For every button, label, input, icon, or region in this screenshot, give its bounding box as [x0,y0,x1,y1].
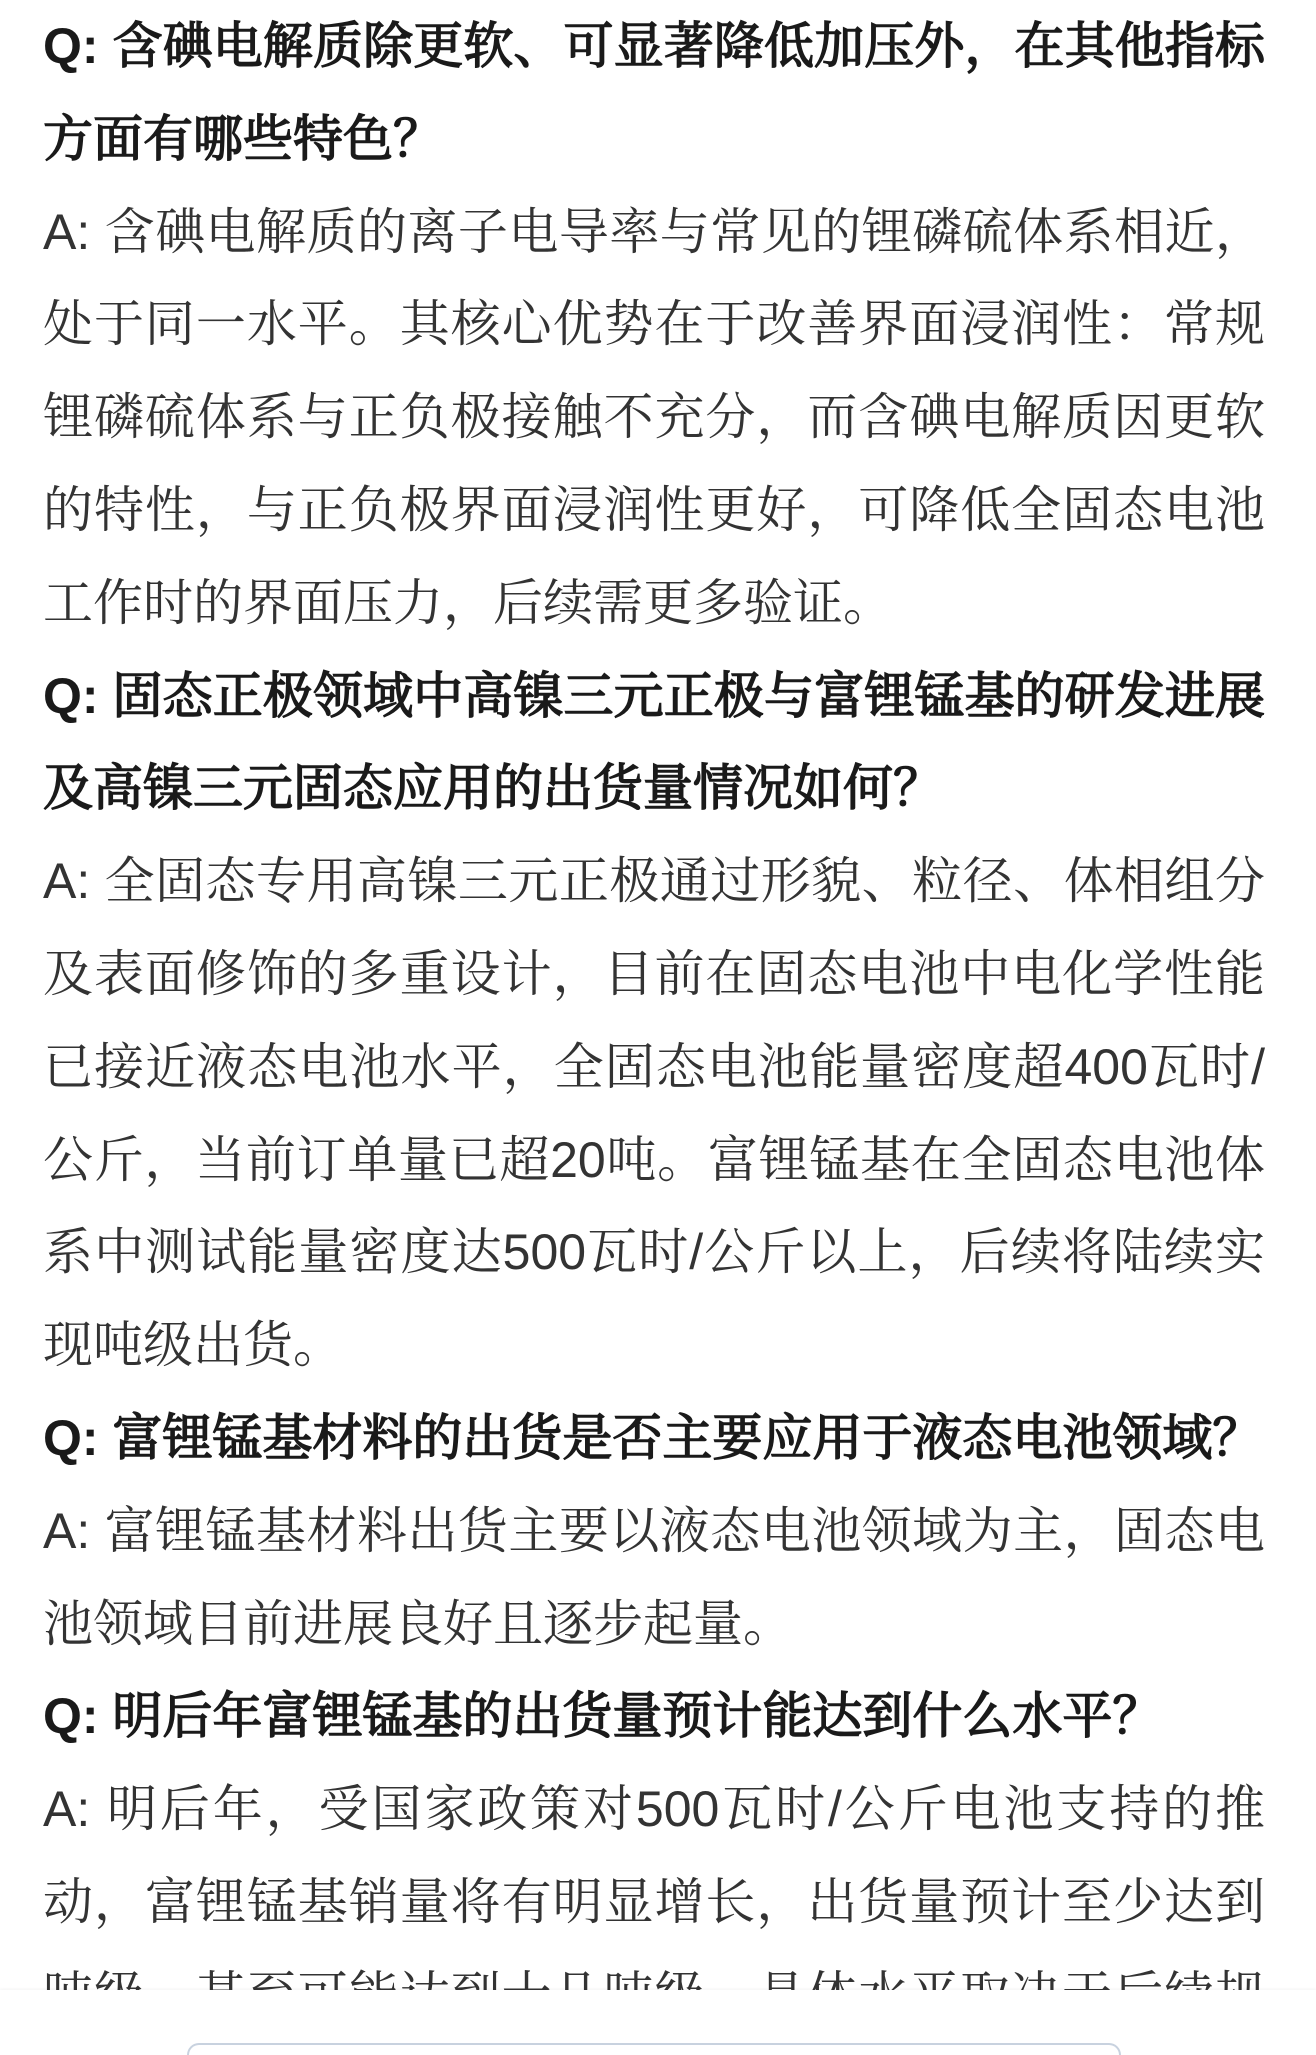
answer-line: 现吨级出货。 [43,1317,343,1374]
question-line: Q: 固态正极领域中高镍三元正极与富锂锰基的研发进展 [43,667,1265,724]
answer-line: 公斤，当前订单量已超20吨。富锂锰基在全固态电池体 [43,1131,1265,1188]
answer-line: A: 明后年，受国家政策对500瓦时/公斤电池支持的推 [43,1781,1265,1838]
answer-line: 已接近液态电池水平，全固态电池能量密度超400瓦时/ [43,1038,1265,1095]
article-body [43,0,1265,2042]
question-line: Q: 富锂锰基材料的出货是否主要应用于液态电池领域？ [43,1409,1263,1466]
answer-line: 系中测试能量密度达500瓦时/公斤以上，后续将陆续实 [43,1224,1265,1281]
qa-item [43,0,1265,650]
answer-line: A: 全固态专用高镍三元正极通过形貌、粒径、体相组分 [43,853,1265,910]
answer-line: 及表面修饰的多重设计，目前在固态电池中电化学性能 [43,945,1265,1002]
qa-item [43,1392,1265,1670]
answer-line: 处于同一水平。其核心优势在于改善界面浸润性：常规 [43,296,1265,353]
question-line: 方面有哪些特色？ [43,110,443,167]
answer-line: 的特性，与正负极界面浸润性更好，可降低全固态电池 [43,481,1265,538]
qa-item [43,650,1265,1392]
answer-line: 池领域目前进展良好且逐步起量。 [43,1595,793,1652]
answer-line: A: 富锂锰基材料出货主要以液态电池领域为主，固态电 [43,1502,1265,1559]
question-line: Q: 含碘电解质除更软、可显著降低加压外，在其他指标 [43,18,1265,74]
answer-line: 动，富锂锰基销量将有明显增长，出货量预计至少达到 [43,1873,1265,1930]
question-line: Q: 明后年富锂锰基的出货量预计能达到什么水平？ [43,1688,1163,1745]
answer-line: A: 含碘电解质的离子电导率与常见的锂磷硫体系相近， [43,203,1265,260]
bottom-action-box[interactable] [187,2043,1121,2055]
question-line: 及高镍三元固态应用的出货量情况如何？ [43,760,943,817]
bottom-bar [0,1990,1316,2055]
qa-item [43,1670,1265,2041]
answer-line: 锂磷硫体系与正负极接触不充分，而含碘电解质因更软 [43,389,1265,446]
answer-line: 工作时的界面压力，后续需更多验证。 [43,574,893,631]
